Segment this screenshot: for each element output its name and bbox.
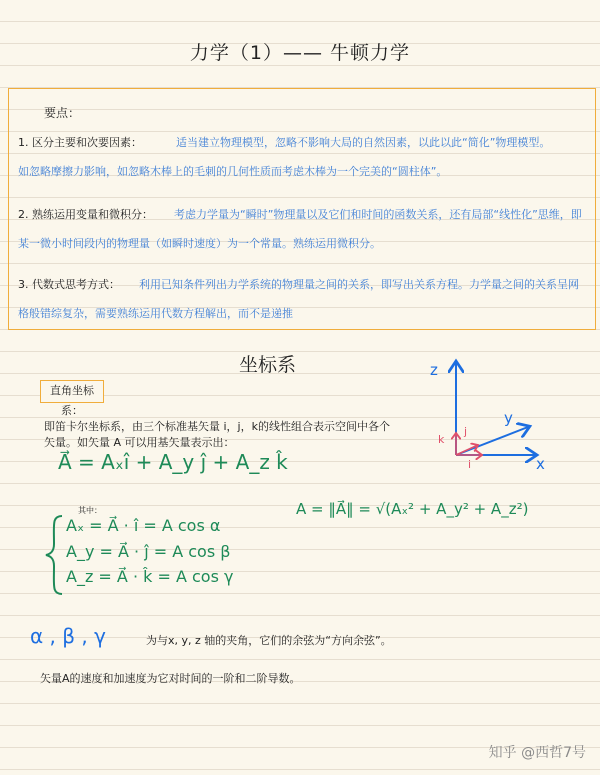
j-unit-vector [456,445,478,455]
section-title: 坐标系 [238,354,296,376]
x-axis-label: x [536,455,545,473]
key-point-2-label: 2. 熟练运用变量和微积分： [18,208,153,221]
magnitude-formula: A = ‖A⃗‖ = √(Aₓ² + A_y² + A_z²) [296,500,529,518]
key-point-3-label: 3. 代数式思考方式： [18,278,120,291]
y-axis-label: y [504,409,513,427]
cartesian-label-box: 直角坐标系： [40,380,104,403]
component-z: A_z = A⃗ · k̂ = A cos γ [66,567,234,586]
description-line-1: 即笛卡尔坐标系，由三个标准基矢量 i，j，k的线性组合表示空间中各个 [44,420,390,433]
key-point-3-line-2: 格般错综复杂，需要熟练运用代数方程解出，而不是递推 [18,307,293,320]
key-point-1-label: 1. 区分主要和次要因素： [18,136,142,149]
key-point-1-line-1: 适当建立物理模型，忽略不影响大局的自然因素，以此以此“简化”物理模型。 [176,136,551,149]
i-label: i [468,458,472,471]
key-point-2-line-2: 某一微小时间段内的物理量（如瞬时速度）为一个常量。熟练运用微积分。 [18,237,381,250]
key-points-heading: 要点： [44,106,81,120]
k-label: k [438,433,445,446]
key-point-3-line-1: 利用已知条件列出力学系统的物理量之间的关系，即写出关系方程。力学量之间的关系呈网 [139,278,579,291]
where-label: 其中： [78,506,102,515]
key-point-2-line-1: 考虑力学量为“瞬时”物理量以及它们和时间的函数关系，还有局部“线性化”思维，即 [174,208,582,221]
component-y: A_y = A⃗ · ĵ = A cos β [66,542,231,561]
key-point-1-line-2: 如忽略摩擦力影响，如忽略木棒上的毛刺的几何性质而考虑木棒为一个完美的“圆柱体”。 [18,165,448,178]
z-axis-label: z [430,361,438,379]
greek-angles: α , β , γ [30,624,106,648]
page-title: 力学（1）—— 牛顿力学 [189,42,411,64]
description-line-2: 矢量。如矢量 A 可以用基矢量表示出： [44,436,235,449]
component-x: Aₓ = A⃗ · î = A cos α [66,516,221,535]
angle-note: 为与x, y, z 轴的夹角，它们的余弦为“方向余弦”。 [146,634,392,647]
vector-formula: A⃗ = Aₓî + A_y ĵ + A_z k̂ [58,450,288,474]
axes-diagram [420,355,560,480]
velocity-note: 矢量A的速度和加速度为它对时间的一阶和二阶导数。 [40,672,301,685]
watermark: 知乎 @西哲7号 [488,745,586,761]
j-label: j [464,425,468,438]
